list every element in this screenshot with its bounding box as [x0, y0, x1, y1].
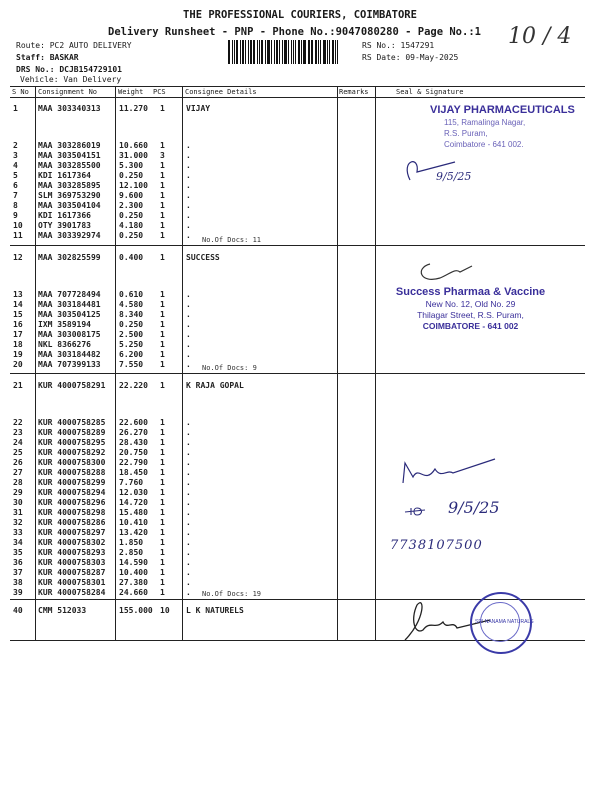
row-pcs: 1: [160, 498, 165, 507]
stamp-line: Thilagar Street, R.S. Puram,: [417, 310, 524, 320]
row-weight: 0.250: [119, 320, 144, 329]
row-consignment-no: MAA 303285500: [38, 161, 101, 170]
row-sno: 34: [13, 538, 23, 547]
barcode-bar: [291, 40, 292, 64]
row-weight: 0.400: [119, 253, 144, 262]
row-consignee-placeholder: .: [186, 290, 191, 299]
barcode-bar: [311, 40, 312, 64]
row-pcs: 1: [160, 558, 165, 567]
row-consignee-placeholder: .: [186, 458, 191, 467]
handwritten-phone: 7738107500: [390, 538, 483, 553]
row-pcs: 1: [160, 181, 165, 190]
row-pcs: 1: [160, 578, 165, 587]
barcode-bar: [274, 40, 276, 64]
handwritten-date: 9/5/25: [448, 498, 500, 517]
row-consignment-no: KUR 4000758293: [38, 548, 106, 557]
row-pcs: 1: [160, 171, 165, 180]
row-consignee: SUCCESS: [186, 253, 220, 262]
stamp-line: Coimbatore - 641 002.: [444, 140, 524, 149]
stamp-line: VIJAY PHARMACEUTICALS: [430, 104, 575, 116]
row-consignment-no: OTY 3901783: [38, 221, 91, 230]
row-pcs: 1: [160, 458, 165, 467]
row-pcs: 1: [160, 360, 165, 369]
row-consignee: VIJAY: [186, 104, 211, 113]
row-weight: 12.030: [119, 488, 148, 497]
row-weight: 2.500: [119, 330, 144, 339]
row-consignment-no: KDI 1617366: [38, 211, 91, 220]
row-pcs: 1: [160, 141, 165, 150]
row-consignment-no: KUR 4000758296: [38, 498, 106, 507]
row-weight: 13.420: [119, 528, 148, 537]
row-sno: 14: [13, 300, 23, 309]
barcode-bar: [261, 40, 263, 64]
row-weight: 10.410: [119, 518, 148, 527]
row-pcs: 10: [160, 606, 170, 615]
column-divider: [115, 86, 116, 640]
row-weight: 5.250: [119, 340, 144, 349]
row-consignee-placeholder: .: [186, 181, 191, 190]
row-consignment-no: KUR 4000758301: [38, 578, 106, 587]
row-consignee-placeholder: .: [186, 171, 191, 180]
row-consignment-no: CMM 512033: [38, 606, 87, 615]
row-sno: 25: [13, 448, 23, 457]
barcode-bar: [332, 40, 334, 64]
row-weight: 7.550: [119, 360, 144, 369]
runsheet-subtitle: Delivery Runsheet - PNP - Phone No.:9047080280 - Page No.:1: [108, 26, 481, 38]
row-consignment-no: KUR 4000758303: [38, 558, 106, 567]
staff: Staff: BASKAR: [16, 53, 79, 62]
row-pcs: 1: [160, 201, 165, 210]
stamp-line: R.S. Puram,: [444, 129, 488, 138]
row-consignee-placeholder: .: [186, 221, 191, 230]
column-divider: [35, 86, 36, 640]
row-consignment-no: IXM 3589194: [38, 320, 91, 329]
rs-number: RS No.: 1547291: [362, 41, 435, 50]
row-sno: 28: [13, 478, 23, 487]
row-sno: 40: [13, 606, 23, 615]
row-weight: 1.850: [119, 538, 144, 547]
barcode-bar: [329, 40, 330, 64]
row-consignment-no: NKL 8366276: [38, 340, 91, 349]
barcode-bar: [337, 40, 338, 64]
round-seal-stamp: [470, 592, 532, 654]
row-pcs: 1: [160, 418, 165, 427]
row-consignment-no: MAA 303285895: [38, 181, 101, 190]
barcode-bar: [253, 40, 256, 64]
column-divider: [375, 86, 376, 640]
row-pcs: 1: [160, 310, 165, 319]
row-weight: 0.250: [119, 211, 144, 220]
rs-date: RS Date: 09-May-2025: [362, 53, 459, 62]
barcode: [228, 40, 340, 64]
handwritten-date: 9/5/25: [436, 170, 472, 183]
row-weight: 20.750: [119, 448, 148, 457]
row-consignee-placeholder: .: [186, 438, 191, 447]
barcode-bar: [288, 40, 289, 64]
row-pcs: 1: [160, 548, 165, 557]
row-pcs: 1: [160, 568, 165, 577]
docs-count: No.Of Docs: 11: [202, 236, 262, 244]
row-weight: 18.450: [119, 468, 148, 477]
row-sno: 6: [13, 181, 18, 190]
stamp-line: New No. 12, Old No. 29: [425, 299, 516, 309]
row-consignment-no: MAA 303286019: [38, 141, 101, 150]
vijay-stamp: [430, 104, 575, 150]
row-sno: 12: [13, 253, 23, 262]
row-consignment-no: MAA 303340313: [38, 104, 101, 113]
row-weight: 14.720: [119, 498, 148, 507]
row-consignee: K RAJA GOPAL: [186, 381, 244, 390]
row-consignment-no: KUR 4000758298: [38, 508, 106, 517]
row-pcs: 1: [160, 330, 165, 339]
row-weight: 11.270: [119, 104, 148, 113]
barcode-bar: [320, 40, 321, 64]
barcode-bar: [234, 40, 235, 64]
row-weight: 8.340: [119, 310, 144, 319]
row-consignee-placeholder: .: [186, 300, 191, 309]
row-consignment-no: MAA 303184482: [38, 350, 101, 359]
row-consignment-no: MAA 303504125: [38, 310, 101, 319]
header-bottom-border: [10, 97, 585, 98]
route: Route: PC2 AUTO DELIVERY: [16, 41, 132, 50]
row-weight: 22.220: [119, 381, 148, 390]
barcode-bar: [303, 40, 306, 64]
group-divider: [10, 245, 585, 246]
row-consignee-placeholder: .: [186, 360, 191, 369]
barcode-bar: [308, 40, 310, 64]
row-pcs: 1: [160, 231, 165, 240]
row-consignee-placeholder: .: [186, 231, 191, 240]
row-weight: 0.250: [119, 231, 144, 240]
row-sno: 2: [13, 141, 18, 150]
row-consignment-no: KUR 4000758289: [38, 428, 106, 437]
row-pcs: 1: [160, 300, 165, 309]
row-weight: 28.430: [119, 438, 148, 447]
handwritten-page-note: 10 / 4: [508, 24, 572, 49]
row-pcs: 1: [160, 448, 165, 457]
stamp-line: COIMBATORE - 641 002: [422, 321, 519, 331]
barcode-bar: [298, 40, 300, 64]
row-consignee-placeholder: .: [186, 588, 191, 597]
row-consignment-no: KUR 4000758288: [38, 468, 106, 477]
row-consignee-placeholder: .: [186, 538, 191, 547]
row-consignee-placeholder: .: [186, 330, 191, 339]
row-pcs: 1: [160, 468, 165, 477]
row-consignee-placeholder: .: [186, 468, 191, 477]
row-consignee-placeholder: .: [186, 211, 191, 220]
row-pcs: 1: [160, 508, 165, 517]
row-sno: 26: [13, 458, 23, 467]
row-pcs: 3: [160, 151, 165, 160]
column-divider: [182, 86, 183, 640]
barcode-bar: [265, 40, 266, 64]
signature-icon: [395, 455, 505, 495]
row-weight: 24.660: [119, 588, 148, 597]
row-pcs: 1: [160, 221, 165, 230]
row-pcs: 1: [160, 191, 165, 200]
row-sno: 10: [13, 221, 23, 230]
row-pcs: 1: [160, 588, 165, 597]
row-sno: 16: [13, 320, 23, 329]
row-sno: 29: [13, 488, 23, 497]
barcode-bar: [248, 40, 249, 64]
barcode-bar: [245, 40, 246, 64]
row-sno: 15: [13, 310, 23, 319]
column-header-weight: Weight: [118, 88, 144, 96]
row-consignee-placeholder: .: [186, 548, 191, 557]
row-weight: 5.300: [119, 161, 144, 170]
barcode-bar: [259, 40, 260, 64]
row-pcs: 1: [160, 488, 165, 497]
row-consignment-no: MAA 303504151: [38, 151, 101, 160]
stamp-line: 115, Ramalinga Nagar,: [444, 118, 526, 127]
row-consignee-placeholder: .: [186, 558, 191, 567]
signature-icon: [410, 256, 490, 286]
row-consignee-placeholder: .: [186, 518, 191, 527]
barcode-bar: [279, 40, 280, 64]
row-pcs: 1: [160, 518, 165, 527]
drs-number: DRS No.: DCJB154729101: [16, 65, 122, 74]
barcode-bar: [276, 40, 278, 64]
row-consignee-placeholder: .: [186, 191, 191, 200]
row-consignment-no: KUR 4000758295: [38, 438, 106, 447]
group-divider: [10, 373, 585, 374]
row-sno: 9: [13, 211, 18, 220]
row-weight: 4.580: [119, 300, 144, 309]
struck-mark-icon: [403, 505, 427, 517]
row-consignment-no: MAA 707728494: [38, 290, 101, 299]
row-consignment-no: KUR 4000758297: [38, 528, 106, 537]
row-pcs: 1: [160, 528, 165, 537]
barcode-bar: [327, 40, 329, 64]
row-consignee-placeholder: .: [186, 578, 191, 587]
row-weight: 6.200: [119, 350, 144, 359]
row-consignee-placeholder: .: [186, 448, 191, 457]
row-pcs: 1: [160, 211, 165, 220]
row-sno: 37: [13, 568, 23, 577]
row-sno: 38: [13, 578, 23, 587]
barcode-bar: [301, 40, 302, 64]
table-top-border: [10, 86, 585, 87]
barcode-bar: [232, 40, 233, 64]
barcode-bar: [293, 40, 295, 64]
row-weight: 0.250: [119, 171, 144, 180]
barcode-bar: [312, 40, 313, 64]
row-weight: 4.180: [119, 221, 144, 230]
success-pharma-stamp: [383, 286, 558, 332]
row-sno: 11: [13, 231, 23, 240]
row-weight: 2.850: [119, 548, 144, 557]
row-pcs: 1: [160, 290, 165, 299]
row-consignee-placeholder: .: [186, 310, 191, 319]
row-weight: 26.270: [119, 428, 148, 437]
row-sno: 1: [13, 104, 18, 113]
barcode-bar: [295, 40, 296, 64]
row-consignment-no: KUR 4000758285: [38, 418, 106, 427]
stamp-line: Success Pharmaa & Vaccine: [395, 286, 546, 298]
vehicle: Vehicle: Van Delivery: [20, 75, 122, 84]
row-sno: 3: [13, 151, 18, 160]
row-sno: 5: [13, 171, 18, 180]
row-consignee-placeholder: .: [186, 340, 191, 349]
row-weight: 22.790: [119, 458, 148, 467]
row-consignee-placeholder: .: [186, 418, 191, 427]
row-sno: 23: [13, 428, 23, 437]
row-weight: 12.100: [119, 181, 148, 190]
stamp-line: SRI NANAMA NATURALS: [475, 619, 534, 625]
barcode-bar: [236, 40, 239, 64]
row-pcs: 1: [160, 538, 165, 547]
row-consignment-no: KUR 4000758284: [38, 588, 106, 597]
row-sno: 32: [13, 518, 23, 527]
row-pcs: 1: [160, 381, 165, 390]
barcode-bar: [284, 40, 287, 64]
row-weight: 14.590: [119, 558, 148, 567]
row-consignment-no: MAA 302825599: [38, 253, 101, 262]
row-consignment-no: KUR 4000758291: [38, 381, 106, 390]
barcode-bar: [271, 40, 272, 64]
column-header-seal-signature: Seal & Signature: [396, 88, 464, 96]
row-sno: 33: [13, 528, 23, 537]
row-consignment-no: MAA 303392974: [38, 231, 101, 240]
row-sno: 7: [13, 191, 18, 200]
barcode-bar: [250, 40, 252, 64]
row-consignee-placeholder: .: [186, 478, 191, 487]
row-consignment-no: MAA 303184481: [38, 300, 101, 309]
row-consignee-placeholder: .: [186, 488, 191, 497]
row-pcs: 1: [160, 350, 165, 359]
row-weight: 31.000: [119, 151, 148, 160]
row-pcs: 1: [160, 104, 165, 113]
row-sno: 27: [13, 468, 23, 477]
row-consignment-no: MAA 707399133: [38, 360, 101, 369]
row-weight: 155.000: [119, 606, 153, 615]
row-consignment-no: KUR 4000758300: [38, 458, 106, 467]
row-consignee-placeholder: .: [186, 141, 191, 150]
row-weight: 2.300: [119, 201, 144, 210]
row-weight: 10.400: [119, 568, 148, 577]
row-pcs: 1: [160, 478, 165, 487]
row-consignment-no: MAA 303008175: [38, 330, 101, 339]
column-header-remarks: Remarks: [339, 88, 369, 96]
row-consignee-placeholder: .: [186, 320, 191, 329]
row-weight: 9.600: [119, 191, 144, 200]
row-consignment-no: SLM 369753290: [38, 191, 101, 200]
row-consignee: L K NATURELS: [186, 606, 244, 615]
row-weight: 22.600: [119, 418, 148, 427]
row-weight: 15.480: [119, 508, 148, 517]
row-sno: 4: [13, 161, 18, 170]
row-consignee-placeholder: .: [186, 151, 191, 160]
row-weight: 10.660: [119, 141, 148, 150]
row-sno: 31: [13, 508, 23, 517]
barcode-bar: [242, 40, 244, 64]
row-consignment-no: KUR 4000758286: [38, 518, 106, 527]
barcode-bar: [315, 40, 317, 64]
row-consignment-no: MAA 303504104: [38, 201, 101, 210]
row-sno: 13: [13, 290, 23, 299]
row-sno: 24: [13, 438, 23, 447]
docs-count: No.Of Docs: 9: [202, 364, 257, 372]
row-consignment-no: KUR 4000758294: [38, 488, 106, 497]
barcode-bar: [318, 40, 319, 64]
row-consignee-placeholder: .: [186, 498, 191, 507]
row-sno: 22: [13, 418, 23, 427]
column-divider: [337, 86, 338, 640]
column-header-consignment: Consignment No: [38, 88, 98, 96]
column-header-pcs: PCS: [153, 88, 166, 96]
company-title: THE PROFESSIONAL COURIERS, COIMBATORE: [183, 9, 417, 21]
row-consignment-no: KUR 4000758299: [38, 478, 106, 487]
row-sno: 39: [13, 588, 23, 597]
barcode-bar: [228, 40, 230, 64]
barcode-bar: [267, 40, 270, 64]
row-sno: 17: [13, 330, 23, 339]
row-sno: 8: [13, 201, 18, 210]
barcode-bar: [335, 40, 336, 64]
barcode-bar: [257, 40, 258, 64]
docs-count: No.Of Docs: 19: [202, 590, 262, 598]
row-consignment-no: KUR 4000758287: [38, 568, 106, 577]
row-pcs: 1: [160, 161, 165, 170]
row-consignee-placeholder: .: [186, 161, 191, 170]
row-consignment-no: KUR 4000758292: [38, 448, 106, 457]
row-weight: 0.610: [119, 290, 144, 299]
row-sno: 30: [13, 498, 23, 507]
row-consignment-no: KDI 1617364: [38, 171, 91, 180]
barcode-bar: [240, 40, 241, 64]
row-sno: 35: [13, 548, 23, 557]
row-consignee-placeholder: .: [186, 350, 191, 359]
row-pcs: 1: [160, 340, 165, 349]
row-pcs: 1: [160, 320, 165, 329]
row-consignee-placeholder: .: [186, 568, 191, 577]
row-consignee-placeholder: .: [186, 508, 191, 517]
row-pcs: 1: [160, 428, 165, 437]
column-header-consignee: Consignee Details: [185, 88, 257, 96]
row-consignee-placeholder: .: [186, 428, 191, 437]
barcode-bar: [323, 40, 326, 64]
signature-icon: [395, 150, 475, 190]
column-header-sno: S No: [12, 88, 29, 96]
row-sno: 20: [13, 360, 23, 369]
row-sno: 36: [13, 558, 23, 567]
barcode-bar: [282, 40, 283, 64]
row-pcs: 1: [160, 253, 165, 262]
row-weight: 27.380: [119, 578, 148, 587]
row-weight: 7.760: [119, 478, 144, 487]
row-consignee-placeholder: .: [186, 201, 191, 210]
row-sno: 18: [13, 340, 23, 349]
row-sno: 21: [13, 381, 23, 390]
row-consignee-placeholder: .: [186, 528, 191, 537]
row-pcs: 1: [160, 438, 165, 447]
row-consignment-no: KUR 4000758302: [38, 538, 106, 547]
row-sno: 19: [13, 350, 23, 359]
